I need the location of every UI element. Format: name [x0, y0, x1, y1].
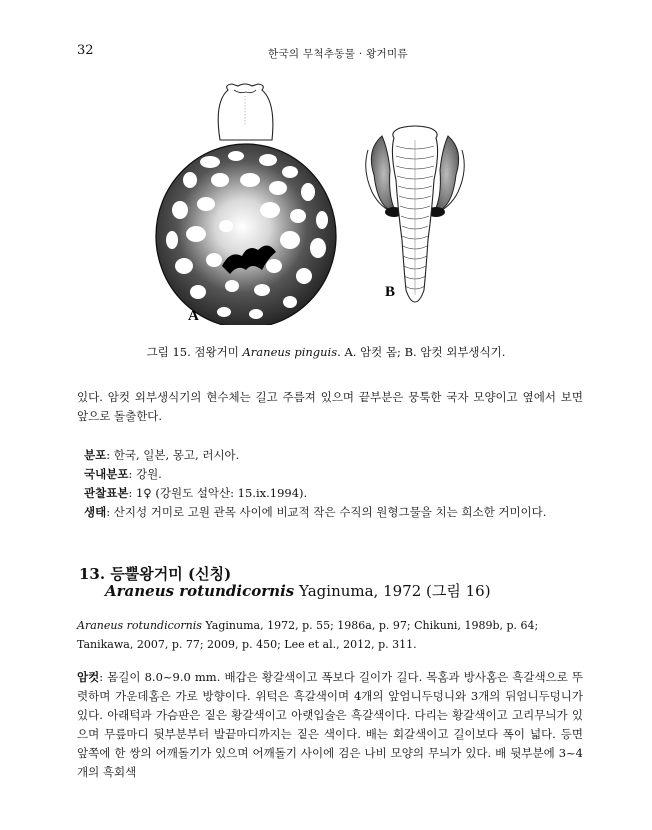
- ecology-line: [84, 503, 590, 522]
- intro-paragraph: 있다. 암컷 외부생식기의 현수체는 길고 주름져 있으며 끝부분은 뭉툭한 국자 모양이고 옆에서 보면 앞으로 돌출한다.: [77, 390, 583, 423]
- specimen-value: : 1♀ (강원도 설악산: 15.ix.1994).: [128, 486, 308, 500]
- korea-distribution-value: : 강원.: [128, 467, 162, 481]
- page-number: 32: [77, 43, 94, 58]
- figure-label-a: A: [188, 308, 199, 324]
- epigyne-drawing: [366, 126, 465, 302]
- spider-body-drawing: [156, 84, 336, 325]
- references-species: Araneus rotundicornis: [77, 619, 202, 632]
- korea-distribution-line: [84, 465, 590, 484]
- ecology-value: : 산지성 거미로 고원 관목 사이에 비교적 작은 수직의 원형그물을 치는 희소한 거미이다.: [106, 505, 547, 519]
- distribution-label: 분포: [84, 448, 107, 462]
- description-label: 암컷: [77, 670, 100, 684]
- specimen-label: 관찰표본: [84, 486, 129, 500]
- caption-species: Araneus pinguis: [242, 345, 338, 359]
- description-text: : 몸길이 8.0~9.0 mm. 배갑은 황갈색이고 폭보다 길이가 길다. 목홈과 방사홈은 흑갈색으로 뚜렷하며 가운데홈은 가로 방향이다. 위턱은 흑갈색이며 4개의 앞엄니두덩니와 3개의 뒤엄니두덩니가 있다. 아래턱과 가슴판은 짙은 황갈색이고 아랫입술은 흑갈색이다. 다리는 황갈색이고 고리무늬가 있으며 무릎마디 뒷부분부터 발끝마디까지는 짙은 색이다. 배는 회갈색이고 길이보다 폭이 넓다. 등면 앞쪽에 한 쌍의 어깨돌기가 있으며 어깨돌기 사이에 검은 나비 모양의 무늬가 있다. 배 뒷부분에 3~4개의 흑회색: [77, 670, 583, 779]
- references-text: Yaginuma, 1972, p. 55; 1986a, p. 97; Chikuni, 1989b, p. 64; Tanikawa, 2007, p. 77; 2009, p. 450; Lee et al., 2012, p. 311.: [77, 619, 539, 651]
- figure-15: [150, 80, 480, 325]
- specimen-line: [84, 484, 590, 503]
- figure-label-b: B: [385, 284, 396, 300]
- distribution-line: [84, 446, 590, 465]
- distribution-value: : 한국, 일본, 몽고, 러시아.: [106, 448, 240, 462]
- description-paragraph: [77, 668, 583, 782]
- references: [77, 616, 583, 654]
- section-species-line: [105, 580, 491, 601]
- caption-prefix: 그림 15. 점왕거미: [146, 345, 243, 359]
- ecology-label: 생태: [84, 505, 107, 519]
- korea-distribution-label: 국내분포: [84, 467, 129, 481]
- running-title: 한국의 무척추동물 · 왕거미류: [268, 48, 408, 60]
- figure-caption: [0, 344, 652, 360]
- section-title: 13. 등뿔왕거미 (신칭): [79, 565, 232, 583]
- section-authority: Yaginuma, 1972 (그림 16): [294, 582, 491, 600]
- section-species: Araneus rotundicornis: [105, 582, 295, 600]
- caption-suffix: . A. 암컷 몸; B. 암컷 외부생식기.: [337, 345, 506, 359]
